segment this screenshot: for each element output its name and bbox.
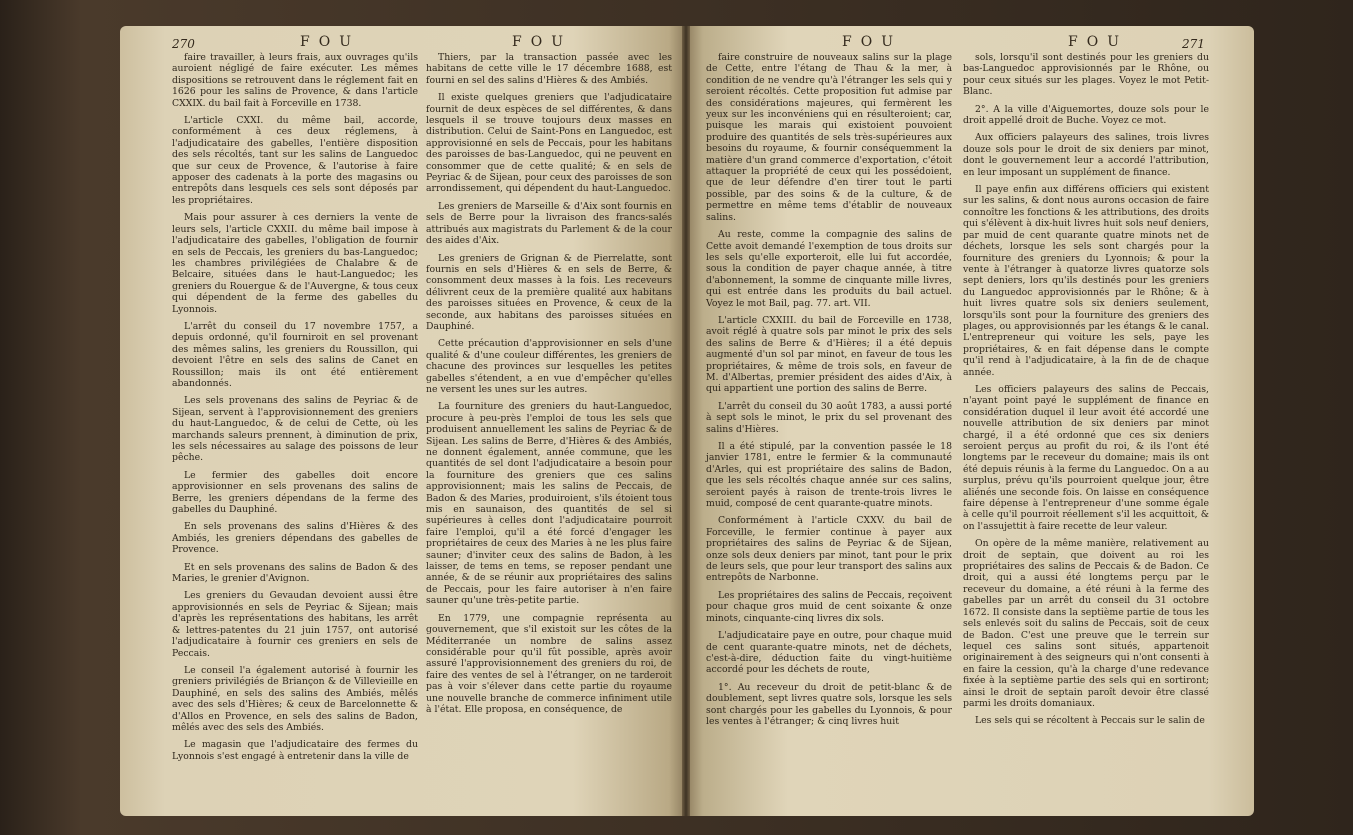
- paragraph: Cette précaution d'approvisionner en sels d'une qualité & d'une couleur différentes, les greniers de chacune des provinces sur lesquelles les petites gabelles s'étendent, a en vue d'empêcher qu'elles ne versent les unes sur les autres.: [426, 338, 672, 395]
- paragraph: Et en sels provenans des salins de Badon & des Maries, le grenier d'Avignon.: [172, 561, 418, 585]
- left-running-head-2: FOU: [512, 34, 572, 50]
- right-page-number: 271: [1182, 37, 1205, 51]
- left-page-column-1: [172, 52, 418, 768]
- paragraph: Les greniers de Marseille & d'Aix sont fournis en sels de Berre pour la livraison des francs-salés attribués aux magistrats du Parlement & de la cour des aides d'Aix.: [426, 200, 672, 247]
- paragraph: Il paye enfin aux différens officiers qui existent sur les salins, & dont nous aurons occasion de faire connoître les fonctions & les attributions, des droits qui s'élèvent à dix-huit livres huit sols neuf deniers, par muid de cent quarante quatre minots net de déchets, lorsque les sels sont chargés pour la fourniture des greniers du Lyonnois; & pour la vente à l'étranger à quatorze livres quatorze sols sept deniers, lors qu'ils destinés pour les greniers du Languedoc approvisionnés par le Rhône; & à huit livres quatre sols six deniers seulement, lorsqu'ils sont pour la fourniture des greniers des plages, ou approvisionnés par les étangs & le canal. L'entrepreneur qui voiture les sels, paye les propriétaires, & en fait dépense dans le compte qu'il rend à l'adjudicataire, à la fin de de chaque année.: [963, 184, 1209, 378]
- paragraph: L'arrêt du conseil du 17 novembre 1757, a depuis ordonné, qu'il fourniroit en sel provenant des mêmes salins, les greniers du Roussillon, qui devoient l'être en sels des salins de Canet en Roussillon; mais ils ont été entièrement abandonnés.: [172, 320, 418, 389]
- right-page-column-1: [706, 52, 952, 733]
- paragraph: En 1779, une compagnie représenta au gouvernement, que s'il existoit sur les côtes de la Méditerranée un nombre de salins assez considérable pour qu'il fût possible, après avoir assuré l'approvisionnement des greniers du roi, de faire des ventes de sel à l'étranger, on ne tarderoit pas à voir s'élever dans cette partie du royaume une nouvelle branche de commerce infiniment utile à l'état. Elle proposa, en conséquence, de: [426, 612, 672, 715]
- paragraph: L'arrêt du conseil du 30 août 1783, a aussi porté à sept sols le minot, le prix du sel provenant des salins d'Hières.: [706, 400, 952, 435]
- paragraph: 1°. Au receveur du droit de petit-blanc & de doublement, sept livres quatre sols, lorsque les sels sont chargés pour les gabelles du Lyonnois, & pour les ventes à l'étranger; & cinq livres huit: [706, 681, 952, 727]
- paragraph: Il a été stipulé, par la convention passée le 18 janvier 1781, entre le fermier & la communauté d'Arles, qui est propriétaire des salins de Badon, que les sels récoltés chaque année sur ces salins, seroient payés à raison de trente-trois livres le muid, composé de cent quarante-quatre minots.: [706, 441, 952, 510]
- paragraph: Aux officiers palayeurs des salines, trois livres douze sols pour le droit de six deniers par minot, dont le gouvernement leur a accordé l'attribution, en leur imposant un supplément de finance.: [963, 132, 1209, 178]
- paragraph: Les officiers palayeurs des salins de Peccais, n'ayant point payé le supplément de finance en considération duquel il leur avoit été accordé une nouvelle attribution de six deniers par minot chargé, il a été ordonné que ces six deniers seroient perçus au profit du roi, & ils l'ont été longtems par le receveur du domaine; mais ils ont été depuis réunis à la ferme du Languedoc. On a au surplus, prévu qu'ils pourroient quelque jour, être aliénés une seconde fois. On laisse en conséquence faire dépense à l'entrepreneur d'une somme égale à celle qu'il pourroit réellement s'il les acquittoit, & on l'assujettit à faire recette de leur valeur.: [963, 383, 1209, 532]
- paragraph: L'article CXXI. du même bail, accorde, conformément à ces deux réglemens, à l'adjudicataire des gabelles, l'entière disposition des sels récoltés, tant sur les salins de Languedoc que sur ceux de Provence, & l'autorise à faire apposer des cadenats à la porte des magasins ou entrepôts dans lesquels ces sels sont déposés par les propriétaires.: [172, 115, 418, 206]
- right-running-head-1: FOU: [842, 34, 902, 50]
- paragraph: Mais pour assurer à ces derniers la vente de leurs sels, l'article CXXII. du même bail impose à l'adjudicataire des gabelles, l'obligation de fournir en sels de Peccais, les greniers du bas-Languedoc; les chambres privilégiées de Chalabre & de Belcaire, situées dans le haut-Languedoc; les greniers du Rouergue & de l'Auvergne, & tous ceux qui dépendent de la ferme des gabelles du Lyonnois.: [172, 212, 418, 315]
- paragraph: Thiers, par la transaction passée avec les habitans de cette ville le 17 décembre 1688, est fourni en sel des salins d'Hières & des Ambiés.: [426, 52, 672, 86]
- paragraph: Les greniers de Grignan & de Pierrelatte, sont fournis en sels d'Hières & en sels de Berre, & consomment deux masses à la fois. Les receveurs délivrent ceux de la première qualité aux habitans des paroisses situées en Provence, & ceux de la seconde, aux habitans des paroisses situées en Dauphiné.: [426, 252, 672, 332]
- paragraph: La fourniture des greniers du haut-Languedoc, procure à peu-près l'emploi de tous les sels que produisent annuellement les salins de Peyriac & de Sijean. Les salins de Berre, d'Hières & des Ambiés, ne donnent également, année commune, que les quantités de sel dont l'adjudicataire a besoin pour la fourniture des greniers que ces salins approvisionnent; mais les salins de Peccais, de Badon & des Maries, produiroient, s'ils étoient tous mis en saunaison, des quantités de sel si supérieures à celles dont l'adjudicataire pourroit faire l'emploi, qu'il a été forcé d'engager les propriétaires de ceux des Maries à ne les plus faire sauner; d'inviter ceux des salins de Badon, à les laisser, de tems en tems, se reposer pendant une année, & de se réunir aux propriétaires des salins de Peccais, pour les faire autoriser à n'en faire sauner qu'une très-petite partie.: [426, 401, 672, 607]
- paragraph: Les propriétaires des salins de Peccais, reçoivent pour chaque gros muid de cent soixante & onze minots, cinquante-cinq livres dix sols.: [706, 589, 952, 624]
- book-gutter: [682, 26, 690, 816]
- paragraph: faire travailler, à leurs frais, aux ouvrages qu'ils auroient négligé de faire exécuter. Les mêmes dispositions se retrouvent dans le réglement fait en 1626 pour les salins de Provence, & dans l'article CXXIX. du bail fait à Forceville en 1738.: [172, 52, 418, 109]
- left-page-column-2: [426, 52, 672, 721]
- paragraph: En sels provenans des salins d'Hières & des Ambiés, les greniers dépendans des gabelles de Provence.: [172, 521, 418, 556]
- right-running-head-2: FOU: [1068, 34, 1128, 50]
- paragraph: Le magasin que l'adjudicataire des fermes du Lyonnois s'est engagé à entretenir dans la ville de: [172, 739, 418, 762]
- paragraph: Au reste, comme la compagnie des salins de Cette avoit demandé l'exemption de tous droits sur les sels qu'elle exporteroit, elle lui fut accordée, sous la condition de payer chaque année, à titre d'abonnement, la somme de cinquante mille livres, qui est entrée dans les produits du bail actuel. Voyez le mot Bail, pag. 77. art. VII.: [706, 229, 952, 309]
- paragraph: Les sels provenans des salins de Peyriac & de Sijean, servent à l'approvisionnement des greniers du haut-Languedoc, & de celui de Cette, où les marchands saleurs prennent, à diminution de prix, les sels nécessaires au salage des poissons de leur pêche.: [172, 395, 418, 464]
- paragraph: 2°. A la ville d'Aiguemortes, douze sols pour le droit appellé droit de Buche. Voyez ce mot.: [963, 103, 1209, 127]
- paragraph: Les greniers du Gevaudan devoient aussi être approvisionnés en sels de Peyriac & Sijean; mais d'après les représentations des habitans, les arrêt & lettres-patentes du 21 juin 1757, ont autorisé l'adjudicataire à fournir ces greniers en sels de Peccais.: [172, 590, 418, 659]
- right-page-column-2: [963, 52, 1209, 733]
- paragraph: Il existe quelques greniers que l'adjudicataire fournit de deux espèces de sel différentes, & dans lesquels il se trouve toujours deux masses en distribution. Celui de Saint-Pons en Languedoc, est approvisionné en sels de Peccais, pour les habitans des paroisses de bas-Languedoc, qui ne peuvent en consommer que de cette qualité; & en sels de Peyriac & de Sijean, pour ceux des paroisses de son arrondissement, qui dépendent du haut-Languedoc.: [426, 92, 672, 195]
- paragraph: Le fermier des gabelles doit encore approvisionner en sels provenans des salins de Berre, les greniers dépendans de la ferme des gabelles du Dauphiné.: [172, 469, 418, 516]
- left-running-head-1: FOU: [300, 34, 360, 50]
- paragraph: sols, lorsqu'il sont destinés pour les greniers du bas-Languedoc approvisionnés par le Rhône, ou pour ceux situés sur les plages. Voyez le mot Petit-Blanc.: [963, 52, 1209, 98]
- paragraph: Les sels qui se récoltent à Peccais sur le salin de: [975, 715, 1205, 727]
- paragraph: Conformément à l'article CXXV. du bail de Forceville, le fermier continue à payer aux propriétaires des salins de Peyriac & de Sijean, onze sols deux deniers par minot, tant pour le prix de leurs sels, que pour leur transport des salins aux entrepôts de Narbonne.: [706, 515, 952, 584]
- paragraph: faire construire de nouveaux salins sur la plage de Cette, entre l'étang de Thau & la mer, à condition de ne vendre qu'à l'étranger les sels qui y seroient récoltés. Cette proposition fut admise par des considérations majeures, qui fermèrent les yeux sur les inconvéniens qui en résulteroient; car, puisque les marais qui existoient pouvoient produire des quantités de sels très-supérieures aux besoins du royaume, & fournir conséquemment la matière d'un grand commerce d'exportation, c'étoit attaquer la propriété de ceux qui les possédoient, que de leur défendre d'en tirer tout le parti possible, par des soins & de la culture, & de permettre en même tems d'établir de nouveaux salins.: [706, 52, 952, 223]
- paragraph: On opère de la même manière, relativement au droit de septain, que doivent au roi les propriétaires des salins de Peccais & de Badon. Ce droit, qui a aussi été longtems perçu par le receveur du domaine, a été réuni à la ferme des gabelles par un arrêt du conseil du 31 octobre 1672. Il consiste dans la septième partie de tous les sels enlevés soit du salins de Peccais, soit de ceux de Badon. C'est une preuve que le terrein sur lequel ces salins sont situés, appartenoit originairement à des seigneurs qui n'ont consenti à en faire la cession, qu'à la charge d'une redevance fixée à la septième partie des sels qui en sortiront; ainsi le droit de septain paroît devoir être classé parmi les droits domaniaux.: [963, 538, 1209, 709]
- left-page-number: 270: [172, 37, 195, 51]
- paragraph: Le conseil l'a également autorisé à fournir les greniers privilégiés de Briançon & de Villevieille en Dauphiné, en sels des salins des Ambiés, mêlés avec des sels d'Hières; & ceux de Barcelonnette & d'Allos en Provence, en sels des salins de Badon, mêlés avec des sels des Ambiés.: [172, 664, 418, 733]
- paragraph: L'article CXXIII. du bail de Forceville en 1738, avoit réglé à quatre sols par minot le prix des sels des salins de Berre & d'Hières; il a été depuis augmenté d'un sol par minot, en faveur de tous les propriétaires, & même de trois sols, en faveur de M. d'Albertas, premier président des aides d'Aix, à qui appartient une portion des salins de Berre.: [706, 314, 952, 395]
- paragraph: L'adjudicataire paye en outre, pour chaque muid de cent quarante-quatre minots, net de déchets, c'est-à-dire, déduction faite du vingt-huitième accordé pour les déchets de route,: [706, 630, 952, 676]
